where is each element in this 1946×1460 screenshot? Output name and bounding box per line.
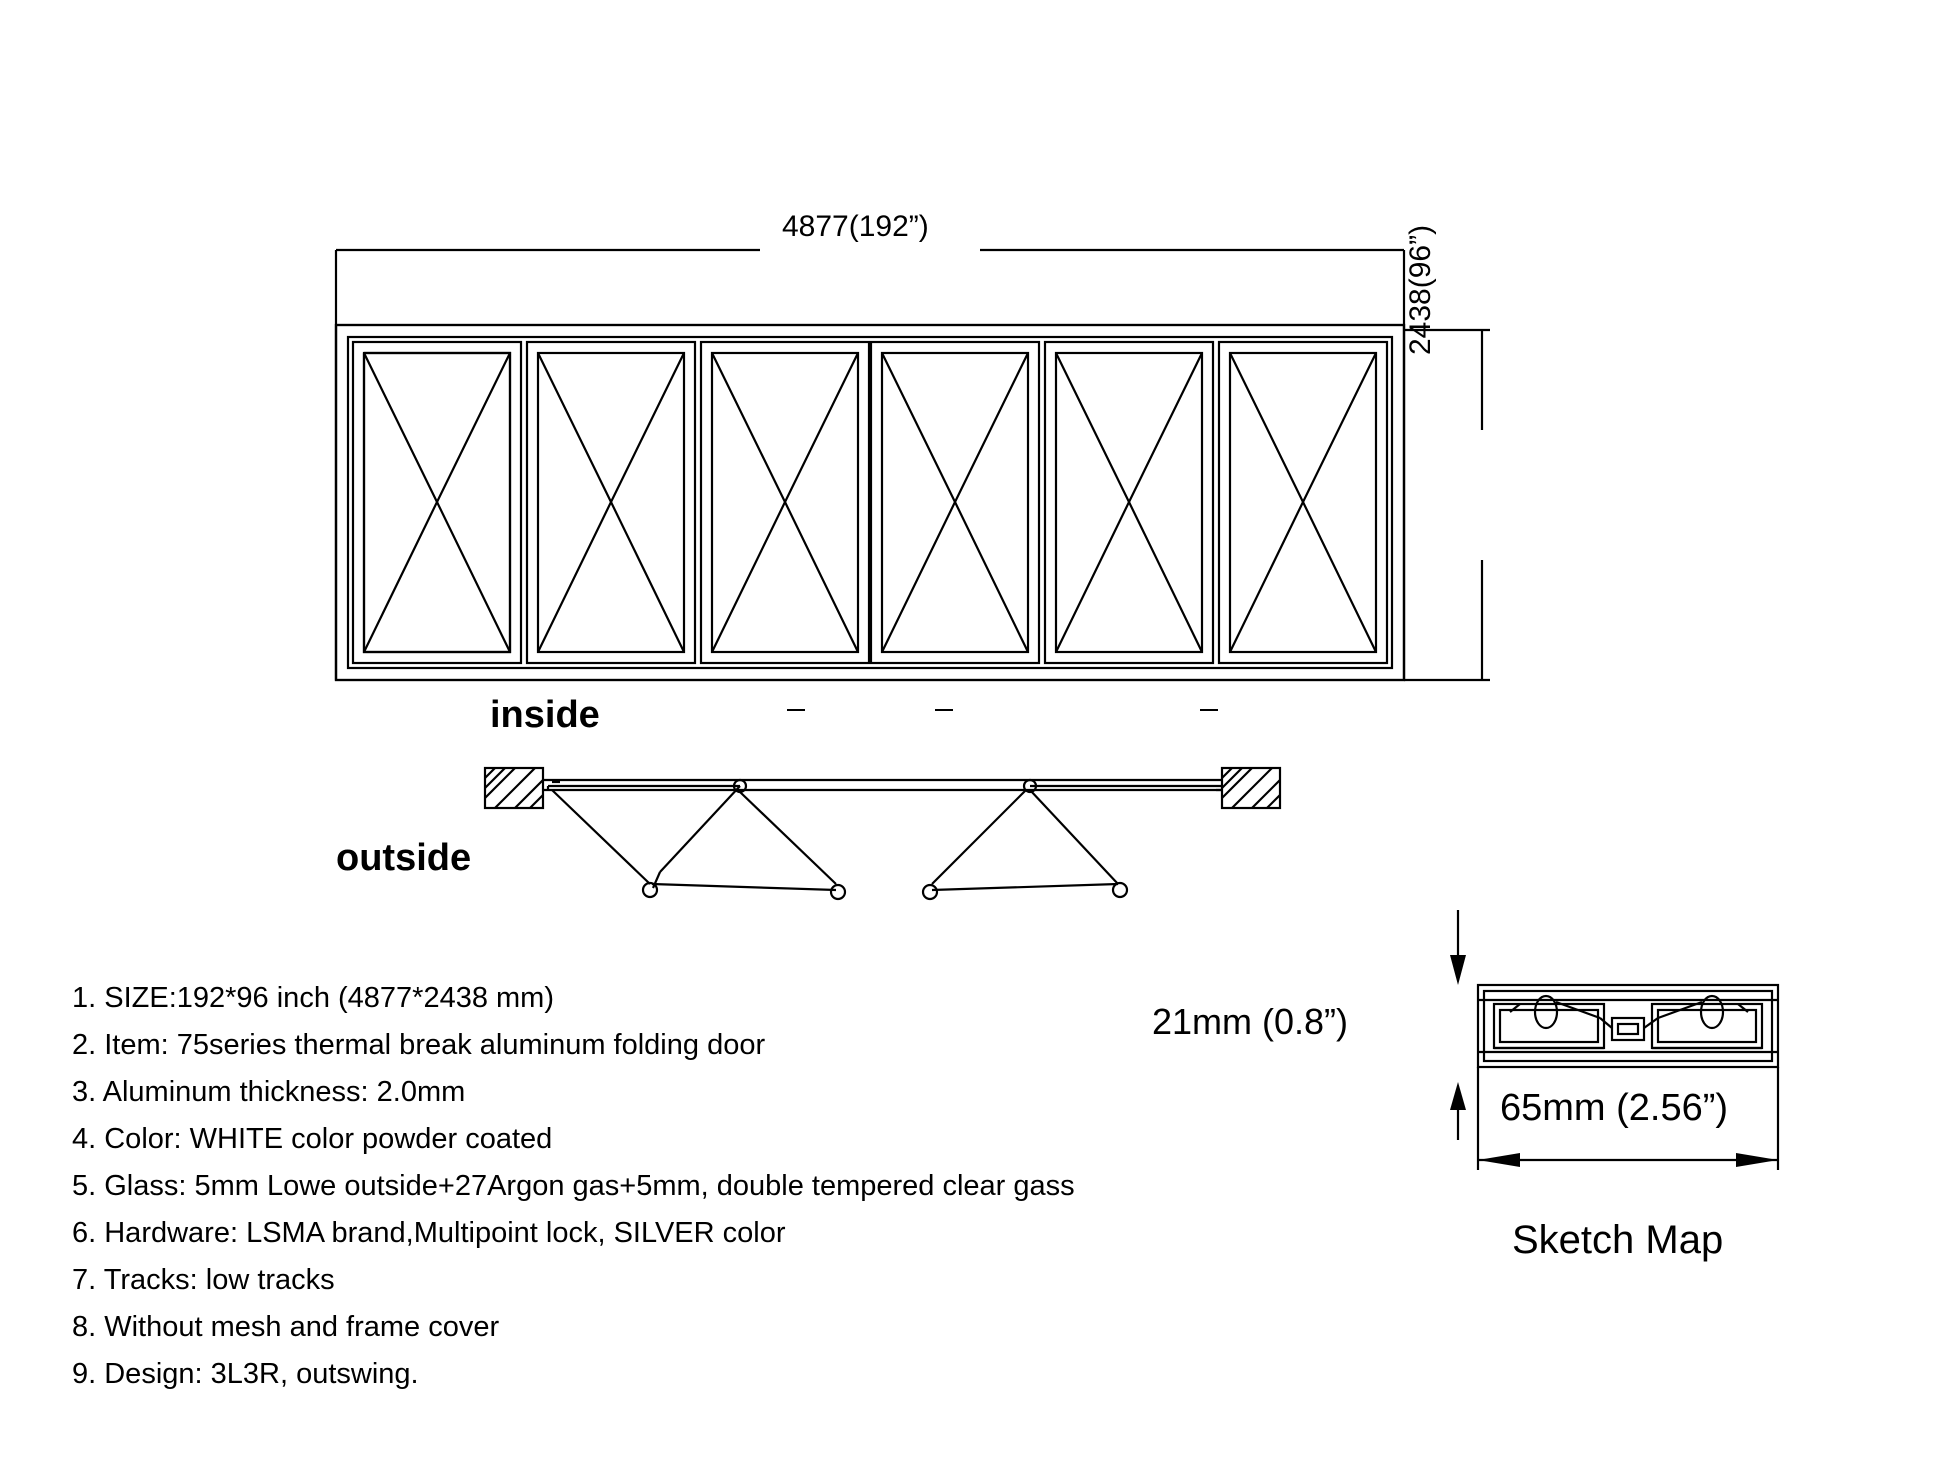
- spec-item: 1. SIZE:192*96 inch (4877*2438 mm): [72, 982, 554, 1014]
- spec-item: 3. Aluminum thickness: 2.0mm: [72, 1076, 466, 1108]
- sketch-map-profile: [1450, 910, 1778, 1170]
- door-panel-5: [1045, 342, 1213, 663]
- spec-item: 9. Design: 3L3R, outswing.: [72, 1358, 419, 1390]
- inside-label: inside: [490, 694, 600, 736]
- spec-item: 7. Tracks: low tracks: [72, 1264, 335, 1296]
- sketch-height-dimension: [1450, 910, 1466, 1140]
- plan-view-folding-diagram: [485, 768, 1280, 899]
- sketch-map-title: Sketch Map: [1512, 1218, 1724, 1262]
- door-panel-6: [1219, 342, 1387, 663]
- right-dimension-label: 2438(96”): [1404, 224, 1437, 355]
- door-panel-3: [701, 342, 869, 663]
- outside-label: outside: [336, 837, 472, 879]
- spec-item: 4. Color: WHITE color powder coated: [72, 1123, 553, 1155]
- wall-block-right: [1222, 768, 1280, 808]
- door-panel-1: [353, 342, 521, 663]
- sketch-width-label: 65mm (2.56”): [1500, 1087, 1729, 1129]
- door-panel-2: [527, 342, 695, 663]
- spec-item: 5. Glass: 5mm Lowe outside+27Argon gas+5mm, double tempered clear gass: [72, 1170, 1075, 1202]
- spec-item: 6. Hardware: LSMA brand,Multipoint lock, SILVER color: [72, 1217, 786, 1249]
- sketch-height-label: 21mm (0.8”): [1152, 1001, 1349, 1042]
- door-panel-4: [871, 342, 1039, 663]
- right-dimension-line: [1404, 330, 1490, 680]
- spec-item: 8. Without mesh and frame cover: [72, 1311, 500, 1343]
- profile-section: [1478, 985, 1778, 1067]
- wall-block-left: [485, 768, 543, 808]
- spec-item: 2. Item: 75series thermal break aluminum folding door: [72, 1029, 766, 1061]
- top-dimension-label: 4877(192”): [782, 210, 929, 243]
- specification-list: [72, 975, 1232, 1398]
